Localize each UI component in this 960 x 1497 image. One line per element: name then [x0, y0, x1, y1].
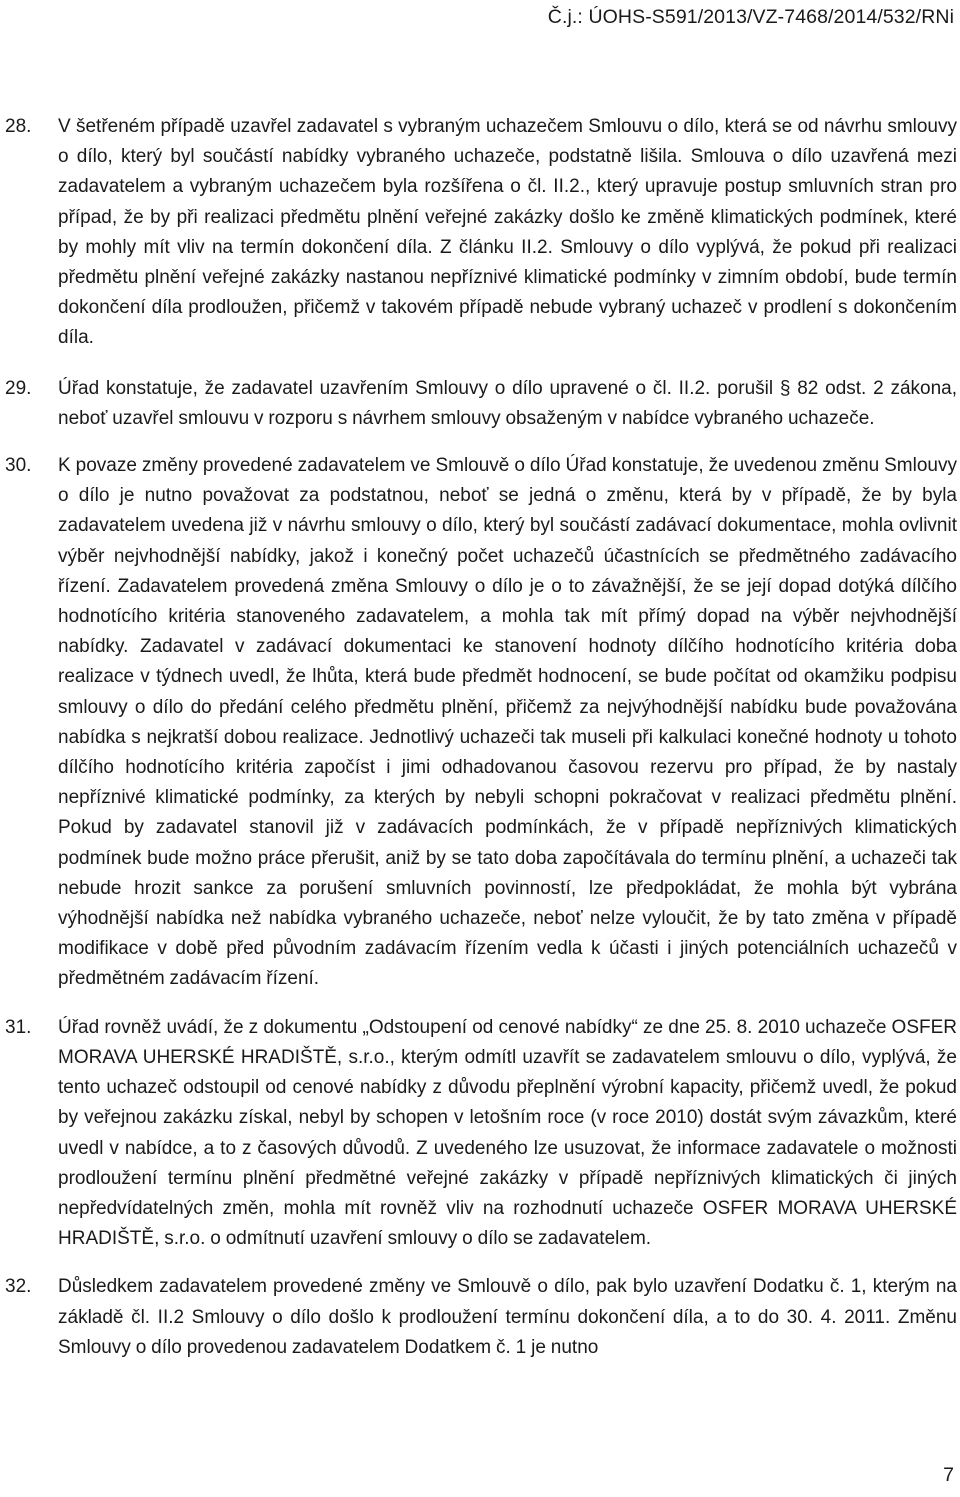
paragraph-30 [5, 451, 957, 995]
paragraph-number: 28. [5, 116, 32, 137]
document-body [5, 112, 957, 1363]
paragraph-text: V šetřeném případě uzavřel zadavatel s vybraným uchazečem Smlouvu o dílo, která se od návrhu smlouvy o dílo, který byl součástí nabídky vybraného uchazeče, podstatně lišila. Smlouva o dílo uzavřená mezi zadavatelem a vybraným uchazečem byla rozšířena o čl. II.2., který upravuje postup smluvních stran pro případ, že by při realizaci předmětu plnění veřejné zakázky došlo ke změně klimatických podmínek, které by mohly mít vliv na termín dokončení díla. Z článku II.2. Smlouvy o dílo vyplývá, že pokud při realizaci předmětu plnění veřejné zakázky nastanou nepříznivé klimatické podmínky v zimním období, bude termín dokončení díla prodloužen, přičemž v takovém případě nebude vybraný uchazeč v prodlení s dokončením díla. [58, 116, 957, 349]
document-reference-header: Č.j.: ÚOHS-S591/2013/VZ-7468/2014/532/RNi [547, 6, 954, 28]
paragraph-28 [5, 112, 957, 354]
paragraph-29 [5, 374, 957, 434]
paragraph-31 [5, 1013, 957, 1255]
paragraph-32 [5, 1272, 957, 1363]
paragraph-text: Důsledkem zadavatelem provedené změny ve Smlouvě o dílo, pak bylo uzavření Dodatku č. 1, kterým na základě čl. II.2 Smlouvy o dílo došlo k prodloužení termínu dokončení díla, a to do 30. 4. 2011. Změnu Smlouvy o dílo provedenou zadavatelem Dodatkem č. 1 je nutno [58, 1276, 957, 1358]
paragraph-number: 32. [5, 1276, 32, 1298]
paragraph-number: 30. [5, 455, 32, 477]
paragraph-text: Úřad konstatuje, že zadavatel uzavřením Smlouvy o dílo upravené o čl. II.2. porušil § 82 odst. 2 zákona, neboť uzavřel smlouvu v rozporu s návrhem smlouvy obsaženým v nabídce vybraného uchazeče. [58, 377, 957, 429]
paragraph-number: 31. [5, 1016, 32, 1038]
paragraph-number: 29. [5, 377, 32, 399]
paragraph-text: K povaze změny provedené zadavatelem ve Smlouvě o dílo Úřad konstatuje, že uvedenou změnu Smlouvy o dílo je nutno považovat za podstatnou, neboť se jedná o změnu, která by v případě, že by byla zadavatelem uvedena již v návrhu smlouvy o dílo, který byl součástí zadávací dokumentace, mohla ovlivnit výběr nejvhodnější nabídky, jakož i konečný počet uchazečů účastnících se předmětného zadávacího řízení. Zadavatelem provedená změna Smlouvy o dílo je o to závažnější, že se její dopad dotýká dílčího hodnotícího kritéria stanoveného zadavatelem, a mohla tak mít přímý dopad na výběr nejvhodnější nabídky. Zadavatel v zadávací dokumentaci ke stanovení hodnoty dílčího hodnotícího kritéria doba realizace v týdnech uvedl, že lhůta, která bude předmět hodnocení, se bude počítat od okamžiku podpisu smlouvy o dílo do předání celého předmětu plnění, přičemž za nejvýhodnější nabídku bude považována nabídka s nejkratší dobou realizace. Jednotlivý uchazeči tak museli při kalkulaci konečné hodnoty u tohoto dílčího hodnotícího kritéria započíst i jimi odhadovanou časovou rezervu pro případ, že by nastaly nepříznivé klimatické podmínky, za kterých by nebyli schopni pokračovat v realizaci předmětu plnění. Pokud by zadavatel stanovil již v zadávacích podmínkách, že v případě nepříznivých klimatických podmínek bude možno práce přerušit, aniž by se tato doba započítávala do termínu plnění, a uchazeči tak nebude hrozit sankce za porušení smluvních povinností, lze předpokládat, že mohla být vybrána výhodnější nabídka než nabídka vybraného uchazeče, neboť nelze vyloučit, že by tato změna v případě modifikace v době před původním zadávacím řízením vedla k účasti i jiných potenciálních uchazečů v předmětném zadávacím řízení. [58, 455, 957, 990]
page-number: 7 [943, 1464, 954, 1486]
paragraph-text: Úřad rovněž uvádí, že z dokumentu „Odstoupení od cenové nabídky“ ze dne 25. 8. 2010 uchazeče OSFER MORAVA UHERSKÉ HRADIŠTĚ, s.r.o., kterým odmítl uzavřít se zadavatelem smlouvu o dílo, vyplývá, že tento uchazeč odstoupil od cenové nabídky z důvodu přeplnění výrobní kapacity, přičemž uvedl, že pokud by veřejnou zakázku získal, nebyl by schopen v letošním roce (v roce 2010) dostát svým závazkům, které uvedl v nabídce, a to z časových důvodů. Z uvedeného lze usuzovat, že informace zadavatele o možnosti prodloužení termínu plnění předmětné veřejné zakázky v případě nepříznivých klimatických či jiných nepředvídatelných změn, mohla mít rovněž vliv na rozhodnutí uchazeče OSFER MORAVA UHERSKÉ HRADIŠTĚ, s.r.o. o odmítnutí uzavření smlouvy o dílo se zadavatelem. [58, 1016, 957, 1250]
